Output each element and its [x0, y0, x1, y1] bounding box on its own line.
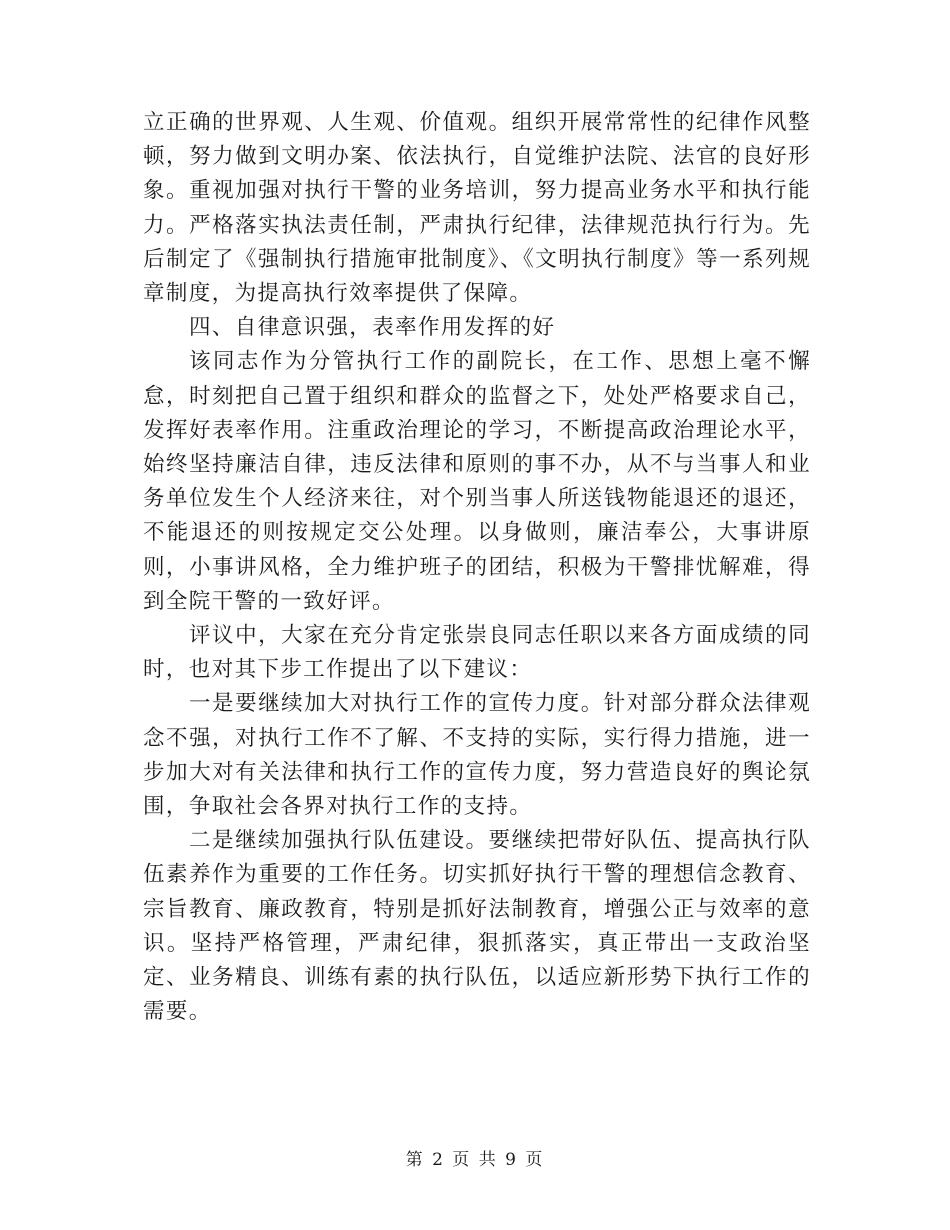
paragraph-suggestion-two: 二是继续加强执行队伍建设。要继续把带好队伍、提高执行队伍素养作为重要的工作任务。切实抓好执行干警的理想信念教育、宗旨教育、廉政教育，特别是抓好法制教育，增强公正与效率的意识。坚持严格管理，严肃纪律，狠抓落实，真正带出一支政治坚定、业务精良、训练有素的执行队伍，以适应新形势下执行工作的需要。 — [143, 828, 811, 1025]
paragraph-self-discipline: 该同志作为分管执行工作的副院长，在工作、思想上毫不懈怠，时刻把自己置于组织和群众的监督之下，处处严格要求自己，发挥好表率作用。注重政治理论的学习，不断提高政治理论水平，始终坚持廉洁自律，违反法律和原则的事不办，从不与当事人和业务单位发生个人经济来往，对个别当事人所送钱物能退还的退还，不能退还的则按规定交公处理。以身做则，廉洁奉公，大事讲原则，小事讲风格，全力维护班子的团结，积极为干警排忧解难，得到全院干警的一致好评。 — [143, 349, 811, 614]
document-body — [143, 106, 811, 1029]
paragraph-suggestion-one: 一是要继续加大对执行工作的宣传力度。针对部分群众法律观念不强，对执行工作不了解、不支持的实际，实行得力措施，进一步加大对有关法律和执行工作的宣传力度，努力营造良好的舆论氛围，争取社会各界对执行工作的支持。 — [143, 691, 811, 820]
page-number-footer: 第 2 页 共 9 页 — [405, 1150, 545, 1170]
paragraph-continuation: 立正确的世界观、人生观、价值观。组织开展常常性的纪律作风整顿，努力做到文明办案、依法执行，自觉维护法院、法官的良好形象。重视加强对执行干警的业务培训，努力提高业务水平和执行能力。严格落实执法责任制，严肃执行纪律，法律规范执行行为。先后制定了《强制执行措施审批制度》、《文明执行制度》等一系列规章制度，为提高执行效率提供了保障。 — [143, 110, 811, 307]
section-heading-four: 四、自律意识强，表率作用发挥的好 — [189, 315, 556, 341]
paragraph-review-intro: 评议中，大家在充分肯定张崇良同志任职以来各方面成绩的同时，也对其下步工作提出了以下建议： — [143, 623, 811, 683]
